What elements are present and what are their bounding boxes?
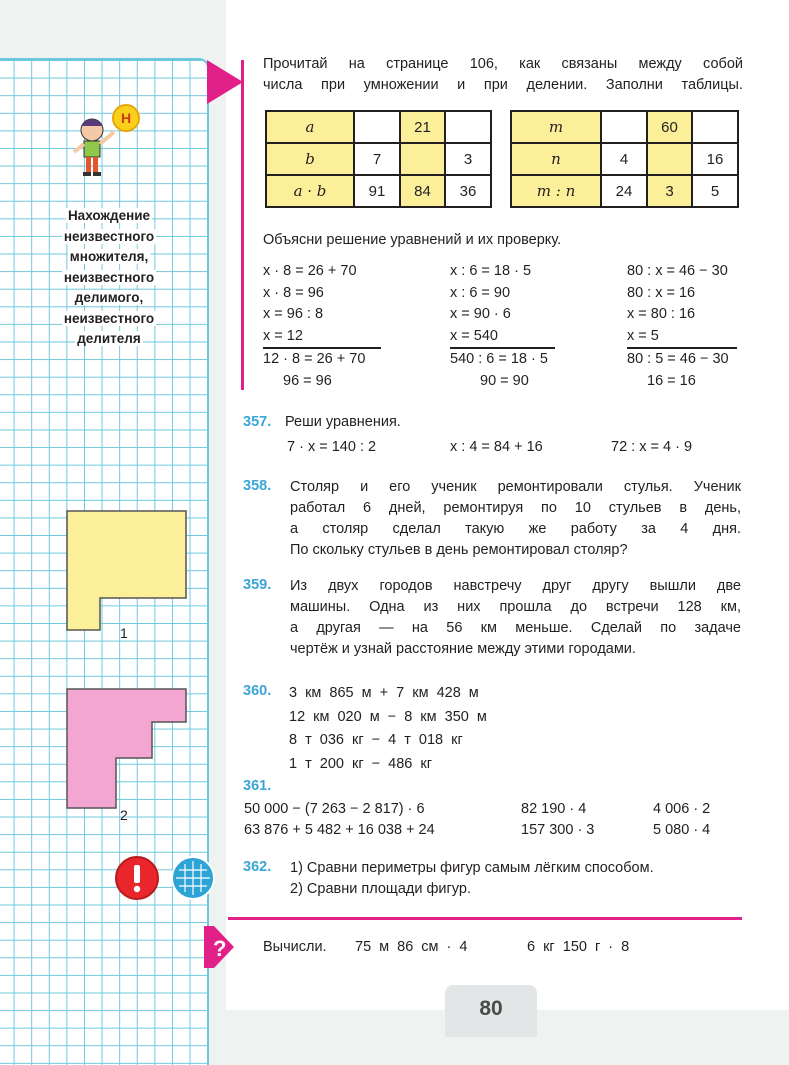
figure-2: [66, 688, 190, 812]
equation-column-2: [450, 261, 548, 392]
table-cell: 16: [692, 143, 738, 175]
equation-line: 80 : x = 16: [627, 284, 696, 301]
task-number: 360.: [243, 683, 272, 699]
table-cell: [601, 111, 647, 143]
text-line: Столяр и его ученик ремонтировали стулья. Ученик: [290, 479, 741, 495]
table-row: [266, 175, 491, 207]
equation-line: x = 5: [627, 327, 659, 344]
side-title-line: неизвестного: [63, 228, 155, 244]
table-cell: m : n: [511, 175, 601, 207]
equation-line: 540 : 6 = 18 · 5: [450, 351, 548, 367]
equation-column-1: [263, 261, 365, 392]
table-cell: [400, 143, 445, 175]
equation-line: 16 = 16: [647, 372, 696, 389]
text-line: Из двух городов навстречу друг другу вышли две: [290, 578, 741, 594]
figure-1: [66, 510, 190, 634]
intro-line-2: числа при умножении и при делении. Заполни таблицы.: [263, 77, 743, 93]
table-cell: 3: [445, 143, 491, 175]
side-title-line: делителя: [77, 331, 141, 346]
table-row: [511, 175, 738, 207]
side-title-line: множителя,: [69, 249, 149, 264]
table-cell: 5: [692, 175, 738, 207]
table-cell: [647, 143, 692, 175]
divider-line: [627, 347, 737, 349]
question-icon: [204, 926, 234, 968]
task-number: 357.: [243, 414, 272, 430]
table-cell: [354, 111, 400, 143]
equation-line: 96 = 96: [283, 372, 332, 389]
side-title-line: неизвестного: [63, 310, 155, 326]
task-number: 359.: [243, 577, 272, 593]
equation-column-3: [627, 261, 729, 392]
equation-line: x = 90 · 6: [450, 306, 511, 322]
intro-line-1: Прочитай на странице 106, как связаны между собой: [263, 56, 743, 72]
section-bar: [241, 60, 244, 390]
text-line: а столяр сделал такую же работу за 4 дня.: [290, 521, 741, 537]
task-361-r1-c1: 50 000 − (7 263 − 2 817) · 6: [244, 801, 425, 817]
grid-globe-icon: [170, 855, 216, 901]
table-cell: a: [266, 111, 354, 143]
text-line: По скольку стульев в день ремонтировал столяр?: [290, 542, 628, 558]
equation-line: x = 12: [263, 327, 303, 344]
boy-mascot-icon: [62, 100, 142, 182]
task-number: 358.: [243, 478, 272, 494]
table-cell: 24: [601, 175, 647, 207]
table-cell: 84: [400, 175, 445, 207]
equation-line: x = 80 : 16: [627, 306, 696, 322]
task-357-text: Реши уравнения.: [285, 414, 401, 430]
table-cell: 21: [400, 111, 445, 143]
task-number: 361.: [243, 778, 272, 794]
bottom-expr-1: 75 м 86 см · 4: [355, 939, 468, 955]
task-361-r1-c3: 4 006 · 2: [653, 801, 711, 817]
table-cell: [445, 111, 491, 143]
table-cell: 4: [601, 143, 647, 175]
equation-line: x · 8 = 96: [263, 284, 324, 301]
equation-line: x = 96 : 8: [263, 306, 324, 322]
task-361-r1-c2: 82 190 · 4: [521, 801, 587, 817]
figure-1-label: 1: [120, 625, 128, 641]
text-line: а другая — на 56 км меньше. Сделай по задаче: [290, 620, 741, 636]
table-cell: 60: [647, 111, 692, 143]
equation-line: 90 = 90: [480, 372, 529, 389]
text-line: 12 км 020 м − 8 км 350 м: [289, 708, 487, 725]
table-row: [511, 143, 738, 175]
task-362-line-1: 1) Сравни периметры фигур самым лёгким способом.: [290, 860, 654, 876]
equation-line: 80 : 5 = 46 − 30: [627, 351, 729, 367]
page-number: 80: [445, 985, 537, 1037]
table-cell: [692, 111, 738, 143]
divider-line: [450, 347, 555, 349]
bottom-expr-2: 6 кг 150 г · 8: [527, 939, 630, 955]
table-cell: 36: [445, 175, 491, 207]
table-cell: 91: [354, 175, 400, 207]
equation-line: x : 6 = 18 · 5: [450, 263, 532, 279]
table-multiplication: [265, 110, 492, 208]
task-361-r2-c1: 63 876 + 5 482 + 16 038 + 24: [244, 822, 435, 838]
table-cell: 7: [354, 143, 400, 175]
equation-line: x · 8 = 26 + 70: [263, 263, 357, 279]
task-number: 362.: [243, 859, 272, 875]
task-358-text: [290, 477, 741, 561]
table-row: [511, 111, 738, 143]
text-line: машины. Одна из них прошла до встречи 128 км,: [290, 599, 741, 615]
task-357-eq-3: 72 : x = 4 · 9: [611, 439, 693, 455]
table-cell: b: [266, 143, 354, 175]
table-row: [266, 111, 491, 143]
table-cell: a · b: [266, 175, 354, 207]
bottom-divider: [228, 917, 742, 920]
task-357-eq-2: x : 4 = 84 + 16: [450, 439, 543, 455]
task-362-line-2: 2) Сравни площади фигур.: [290, 881, 471, 897]
side-title-line: делимого,: [74, 290, 144, 305]
figure-2-label: 2: [120, 807, 128, 823]
table-cell: 3: [647, 175, 692, 207]
side-title: [40, 206, 178, 350]
divider-line: [263, 347, 381, 349]
text-line: работал 6 дней, ремонтируя по 10 стульев в день,: [290, 500, 741, 516]
task-360-list: [289, 682, 487, 776]
triangle-marker-icon: [205, 58, 245, 106]
text-line: чертёж и узнай расстояние между этими городами.: [290, 641, 636, 657]
task-359-text: [290, 576, 741, 660]
table-cell: m: [511, 111, 601, 143]
task-357-eq-1: 7 · x = 140 : 2: [287, 439, 377, 455]
table-division: [510, 110, 739, 208]
explain-text: Объясни решение уравнений и их проверку.: [263, 232, 562, 248]
task-361-r2-c3: 5 080 · 4: [653, 822, 711, 838]
task-361-r2-c2: 157 300 · 3: [521, 822, 595, 838]
text-line: 8 т 036 кг − 4 т 018 кг: [289, 732, 463, 748]
equation-line: x : 6 = 90: [450, 284, 511, 301]
table-cell: n: [511, 143, 601, 175]
equation-line: x = 540: [450, 327, 498, 344]
equation-line: 12 · 8 = 26 + 70: [263, 351, 366, 367]
side-title-line: неизвестного: [63, 269, 155, 285]
text-line: 1 т 200 кг − 486 кг: [289, 755, 432, 772]
exclamation-icon: [114, 855, 160, 901]
text-line: 3 км 865 м + 7 км 428 м: [289, 685, 479, 701]
side-title-line: Нахождение: [67, 208, 151, 223]
svg-text:?: ?: [213, 936, 227, 961]
badge-letter: Н: [120, 110, 132, 126]
equation-line: 80 : x = 46 − 30: [627, 263, 728, 279]
table-row: [266, 143, 491, 175]
bottom-label: Вычисли.: [263, 939, 327, 955]
